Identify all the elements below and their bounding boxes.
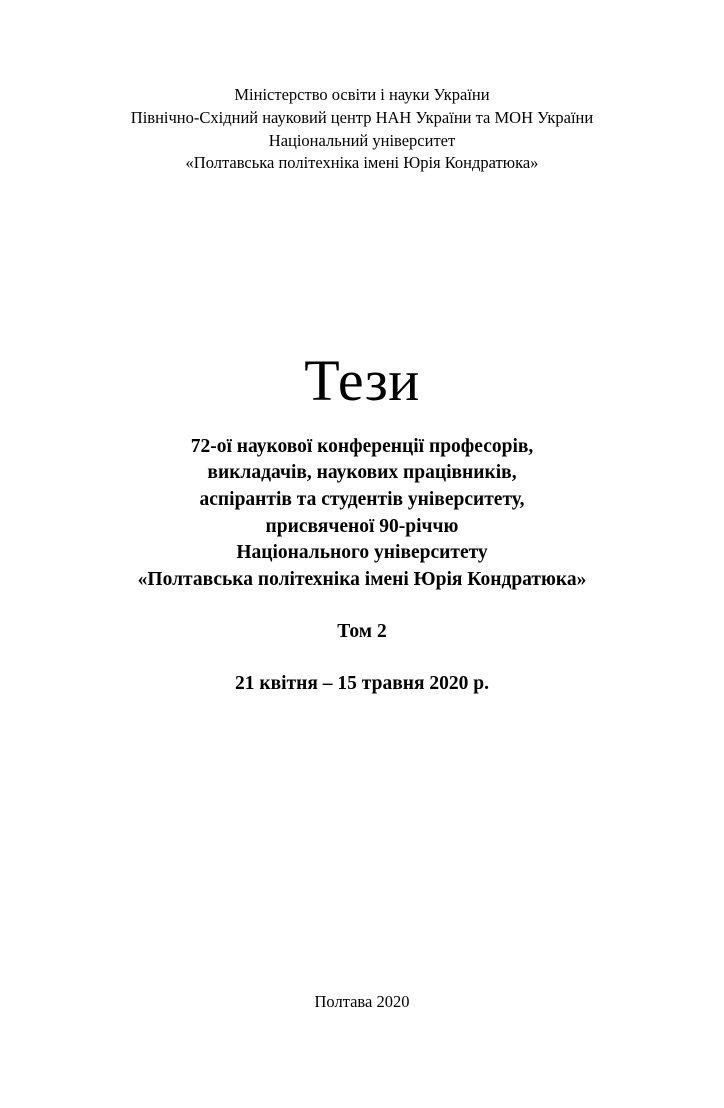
subtitle-line-3: аспірантів та студентів університету, xyxy=(199,488,525,510)
affiliation-line-1: Міністерство освіти і науки України xyxy=(234,85,490,104)
subtitle-block xyxy=(60,434,664,593)
volume-label: Том 2 xyxy=(337,621,387,643)
conference-dates: 21 квітня – 15 травня 2020 р. xyxy=(235,673,489,695)
subtitle-line-5: Національного університету xyxy=(236,542,488,564)
affiliation-block xyxy=(60,84,664,175)
subtitle-line-6: «Полтавська політехніка імені Юрія Кондратюка» xyxy=(137,568,587,590)
subtitle-line-1: 72-ої наукової конференції професорів, xyxy=(190,435,534,457)
subtitle-line-2: викладачів, наукових працівників, xyxy=(207,462,517,484)
affiliation-line-4: «Полтавська політехніка імені Юрія Кондратюка» xyxy=(185,153,539,173)
affiliation-line-3: Національний університет xyxy=(268,130,456,150)
document-page xyxy=(0,84,724,1108)
title-block xyxy=(60,348,664,695)
imprint: Полтава 2020 xyxy=(314,992,410,1011)
page-title: Тези xyxy=(304,348,420,414)
affiliation-line-2: Північно-Східний науковий центр НАН України та МОН України xyxy=(130,107,594,127)
subtitle-line-4: присвяченої 90-річчю xyxy=(265,515,459,537)
